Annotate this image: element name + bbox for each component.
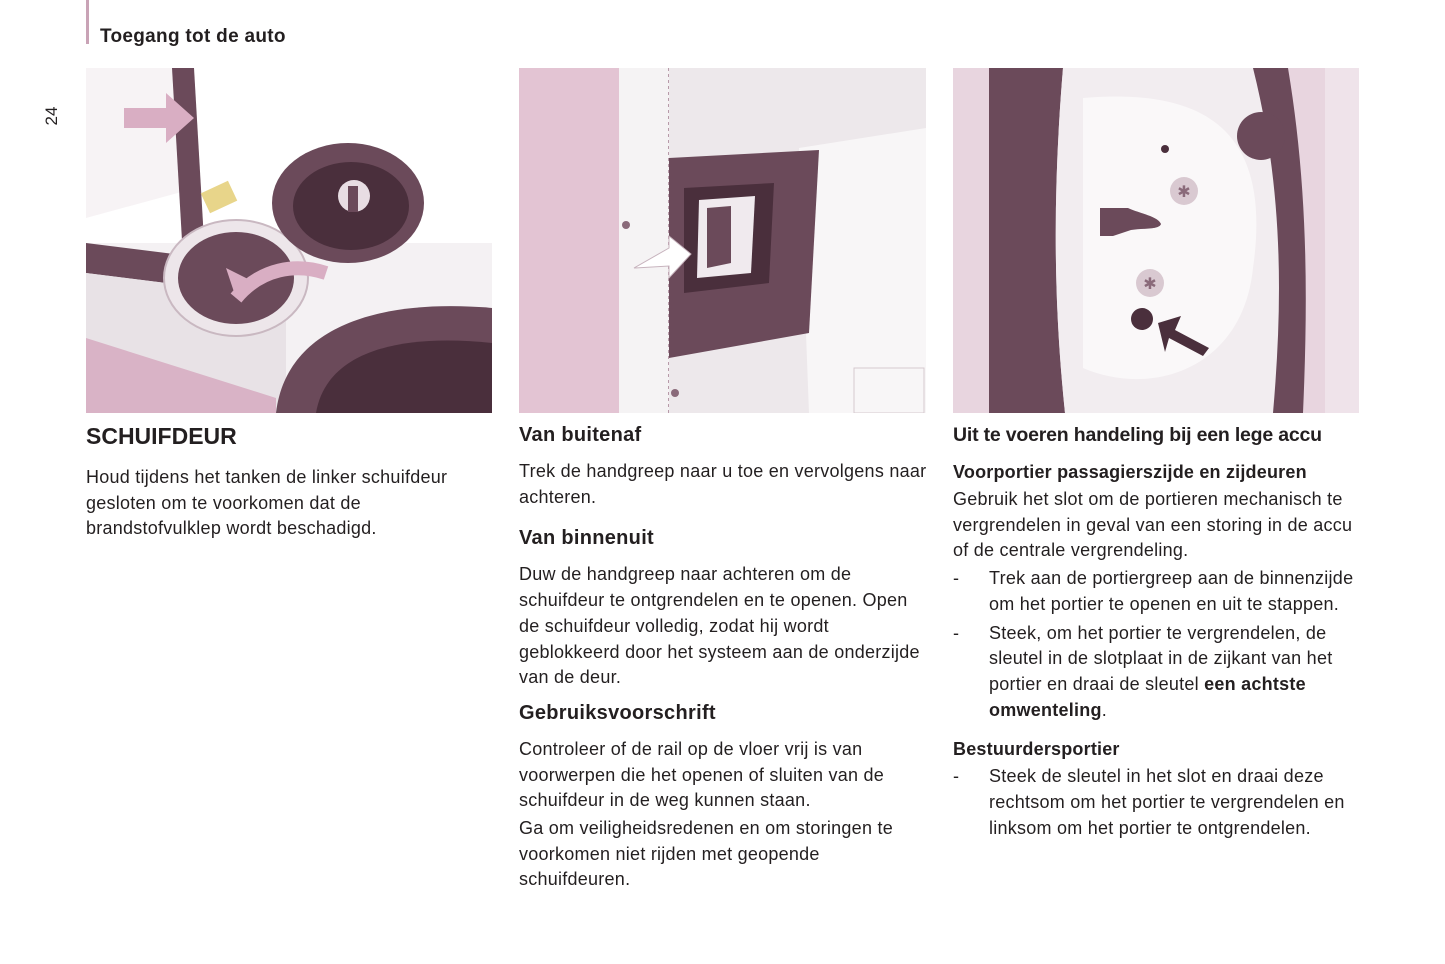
outside-heading: Van buitenaf (519, 424, 642, 446)
empty-battery-section (953, 421, 1363, 844)
usage-heading: Gebruiksvoorschrift (519, 701, 716, 724)
list-item-end: . (1101, 699, 1108, 720)
dash-bullet: - (953, 766, 960, 787)
schuifdeur-section (86, 421, 496, 542)
list-item-text: Trek aan de portiergreep aan de binnenzijde om het portier te openen en uit te stappen. (989, 568, 1354, 614)
dash-bullet: - (953, 568, 960, 589)
usage-body-2: Ga om veiligheidsredenen en om storingen te voorkomen niet rijden met geopende schuifdeuren. (519, 818, 893, 890)
svg-text:✱: ✱ (1177, 182, 1191, 201)
outside-body: Trek de handgreep naar u toe en vervolgens naar achteren. (519, 461, 927, 507)
door-lock-plate-illustration (953, 68, 1359, 413)
driver-door-heading: Bestuurdersportier (953, 739, 1120, 760)
section-title: Toegang tot de auto (100, 26, 286, 47)
front-doors-heading: Voorportier passagierszijde en zijdeuren (953, 462, 1307, 482)
sliding-door-instructions (519, 421, 929, 893)
list-item-emphasis: een achtste omwenteling (989, 673, 1306, 720)
list-item (953, 621, 1363, 724)
usage-body-1: Controleer of de rail op de vloer vrij is van voorwerpen die het openen of sluiten van de schuifdeur in de weg kunnen staan. (519, 738, 885, 811)
list-item (953, 566, 1363, 617)
page-number: 24 (42, 106, 61, 126)
list-item (953, 764, 1363, 841)
inside-heading: Van binnenuit (519, 527, 655, 550)
svg-text:✱: ✱ (1143, 274, 1157, 293)
list-item-text: Steek, om het portier te vergrendelen, de sleutel in de slotplaat in de zijkant van het portier en draai de sleutel (989, 622, 1333, 694)
front-doors-body: Gebruik het slot om de portieren mechanisch te vergrendelen in geval van een storing in de accu of de centrale vergrendeling. (953, 489, 1353, 561)
front-doors-list (953, 566, 1363, 723)
fuel-flap-illustration (86, 68, 492, 413)
schuifdeur-heading: SCHUIFDEUR (86, 423, 237, 449)
header-accent-bar (86, 0, 89, 44)
schuifdeur-body: Houd tijdens het tanken de linker schuifdeur gesloten om te voorkomen dat de brandstofvulklep wordt beschadigd. (86, 467, 448, 539)
dash-bullet: - (953, 622, 960, 643)
sliding-door-outside-handle-illustration (519, 68, 926, 413)
driver-door-list (953, 764, 1363, 841)
inside-body: Duw de handgreep naar achteren om de schuifdeur te ontgrendelen en te openen. Open de schuifdeur volledig, zodat hij wordt geblokkeerd door het systeem aan de onderzijde van de deur. (519, 564, 920, 688)
list-item-text: Steek de sleutel in het slot en draai deze rechtsom om het portier te vergrendelen en linksom om het portier te ontgrendelen. (989, 766, 1345, 838)
empty-battery-heading: Uit te voeren handeling bij een lege accu (953, 424, 1322, 446)
